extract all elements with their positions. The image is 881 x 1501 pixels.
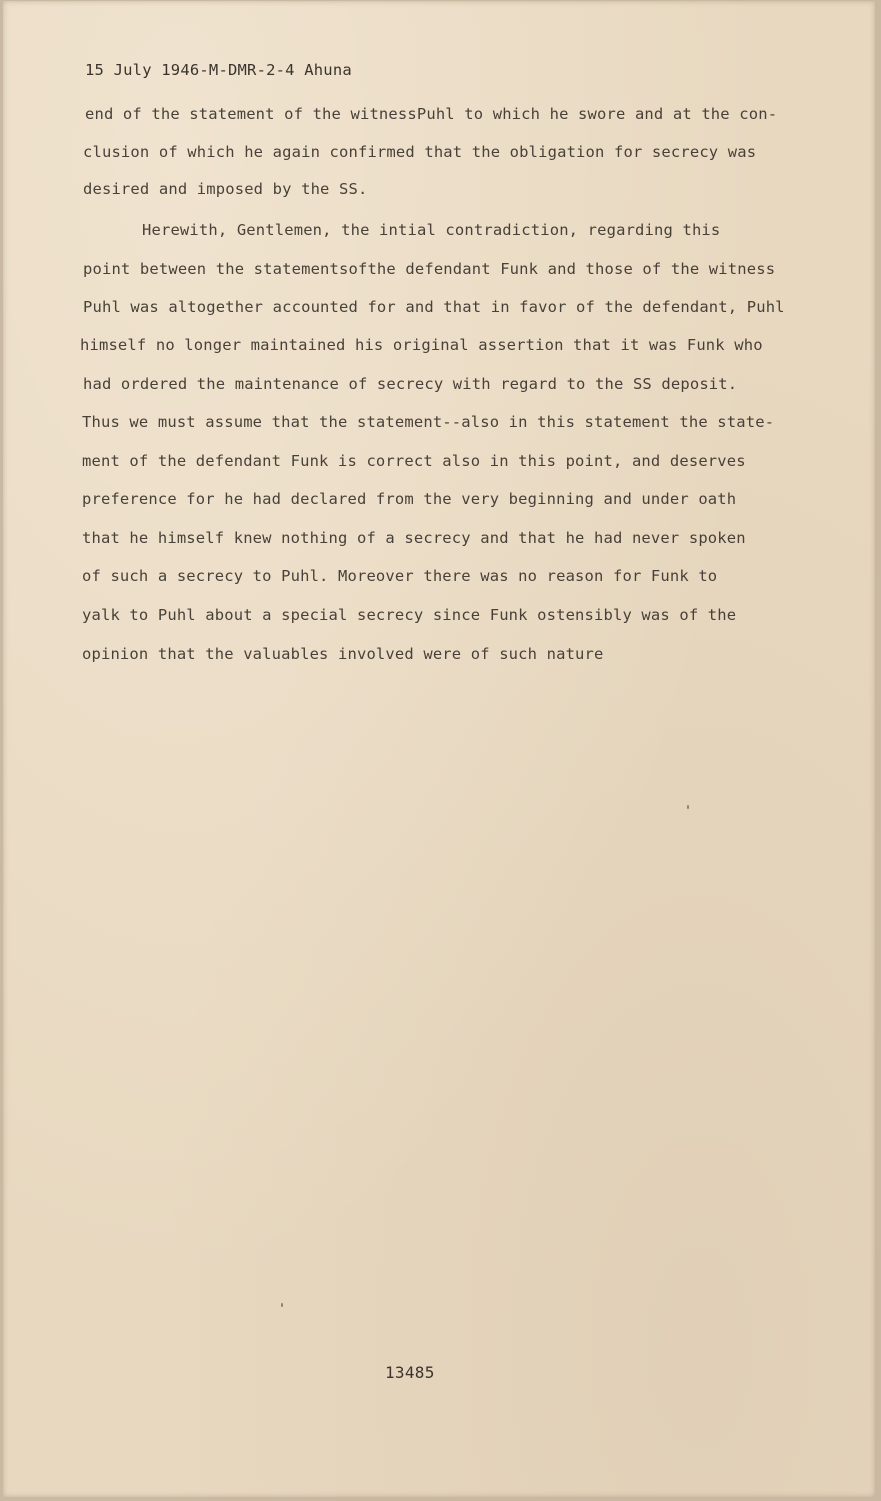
paper-speck	[281, 1303, 283, 1307]
text-line: desired and imposed by the SS.	[83, 180, 368, 198]
text-line: that he himself knew nothing of a secrecy and that he had never spoken	[82, 529, 746, 547]
text-line: point between the statementsofthe defendant Funk and those of the witness	[83, 260, 776, 278]
text-line: ment of the defendant Funk is correct also in this point, and deserves	[82, 452, 746, 470]
document-page	[3, 1, 875, 1497]
text-line: preference for he had declared from the very beginning and under oath	[82, 490, 737, 508]
text-line: clusion of which he again confirmed that the obligation for secrecy was	[83, 143, 757, 161]
text-line: Herewith, Gentlemen, the intial contradiction, regarding this	[142, 221, 721, 239]
page-number: 13485	[385, 1363, 435, 1382]
paper-speck	[687, 805, 689, 809]
document-header: 15 July 1946-M-DMR-2-4 Ahuna	[85, 61, 352, 79]
text-line: yalk to Puhl about a special secrecy since Funk ostensibly was of the	[82, 606, 737, 624]
text-line: of such a secrecy to Puhl. Moreover there was no reason for Funk to	[82, 567, 718, 585]
text-line: Thus we must assume that the statement--also in this statement the state-	[82, 413, 775, 431]
text-line: Puhl was altogether accounted for and that in favor of the defendant, Puhl	[83, 298, 785, 316]
text-line: end of the statement of the witnessPuhl to which he swore and at the con-	[85, 105, 778, 123]
text-line: himself no longer maintained his original assertion that it was Funk who	[80, 336, 763, 354]
text-line: opinion that the valuables involved were of such nature	[82, 645, 604, 663]
text-line: had ordered the maintenance of secrecy with regard to the SS deposit.	[83, 375, 738, 393]
